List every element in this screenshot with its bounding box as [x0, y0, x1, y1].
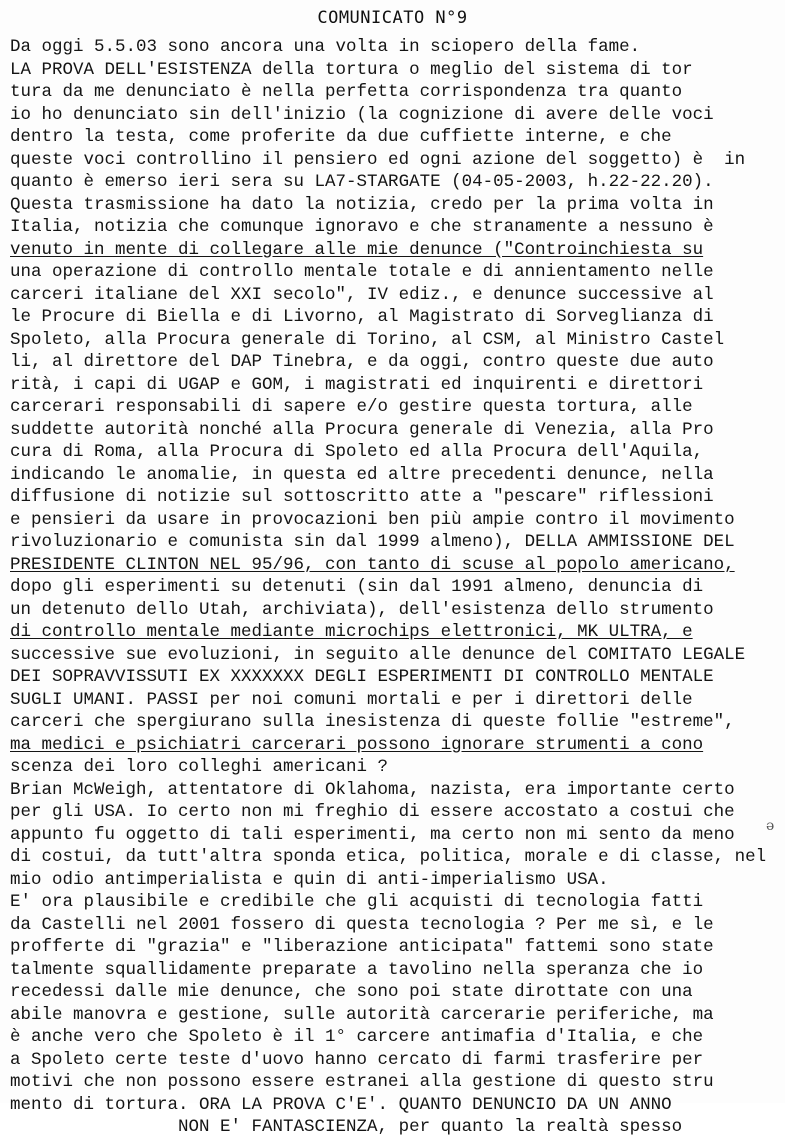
text-line: NON E' FANTASCIENZA, per quanto la realtà spesso — [10, 1117, 683, 1137]
text-line-underlined: di controllo mentale mediante microchips elettronici, MK ULTRA, e — [10, 622, 693, 642]
text-line: un detenuto dello Utah, archiviata), dell'esistenza dello strumento — [10, 599, 714, 620]
text-line: Da oggi 5.5.03 sono ancora una volta in sciopero della fame. — [10, 37, 641, 57]
document-title: COMUNICATO N°9 — [317, 8, 468, 28]
text-line-underlined: PRESIDENTE CLINTON NEL 95/96, con tanto di scuse al popolo americano, — [10, 554, 735, 575]
text-line: è anche vero che Spoleto è il 1° carcere antimafia d'Italia, e che — [10, 1027, 704, 1047]
text-line: DEI SOPRAVVISSUTI EX XXXXXXX DEGLI ESPERIMENTI DI CONTROLLO MENTALE — [10, 667, 714, 687]
text-line: Spoleto, alla Procura generale di Torino, al CSM, al Ministro Castel — [10, 329, 725, 350]
text-line: mento di tortura. ORA LA PROVA C'E'. QUANTO DENUNCIO DA UN ANNO — [10, 1094, 672, 1115]
text-line: SUGLI UMANI. PASSI per noi comuni mortali e per i direttori delle — [10, 689, 693, 710]
text-line: Questa trasmissione ha dato la notizia, credo per la prima volta in — [10, 194, 714, 215]
text-line: Brian McWeigh, attentatore di Oklahoma, nazista, era importante certo — [10, 779, 735, 800]
text-line: carceri italiane del XXI secolo", IV ediz., e denunce successive al — [10, 284, 714, 305]
text-line: a Spoleto certe teste d'uovo hanno cercato di farmi trasferire per — [10, 1049, 704, 1070]
text-line: motivi che non possono essere estranei alla gestione di questo stru — [10, 1072, 714, 1092]
text-line: rità, i capi di UGAP e GOM, i magistrati ed inquirenti e direttori — [10, 374, 704, 395]
document-body — [10, 36, 780, 1139]
text-line: LA PROVA DELL'ESISTENZA della tortura o meglio del sistema di tor — [10, 59, 693, 80]
text-line: suddette autorità nonché alla Procura generale di Venezia, alla Pro — [10, 419, 714, 440]
text-line: appunto fu oggetto di tali esperimenti, ma certo non mi sento da meno — [10, 824, 735, 845]
text-line: E' ora plausibile e credibile che gli acquisti di tecnologia fatti — [10, 892, 704, 912]
text-line: talmente squallidamente preparate a tavolino nella speranza che io — [10, 959, 704, 980]
text-line: di costui, da tutt'altra sponda etica, politica, morale e di classe, nel — [10, 847, 767, 867]
text-line: li, al direttore del DAP Tinebra, e da oggi, contro queste due auto — [10, 352, 714, 372]
text-line: scenza dei loro colleghi americani ? — [10, 757, 389, 777]
text-line-underlined: ma medici e psichiatri carcerari possono ignorare strumenti a cono — [10, 734, 704, 755]
text-line: una operazione di controllo mentale totale e di annientamento nelle — [10, 262, 714, 282]
text-line: carcerari responsabili di sapere e/o gestire questa tortura, alle — [10, 397, 693, 417]
text-line: per gli USA. Io certo non mi freghio di essere accostato a costui che — [10, 802, 735, 822]
text-line: mio odio antimperialista e quin di anti-imperialismo USA. — [10, 869, 609, 890]
text-line: le Procure di Biella e di Livorno, al Magistrato di Sorveglianza di — [10, 307, 714, 327]
margin-pen-mark-icon: ǝ — [766, 818, 775, 834]
text-line: diffusione di notizie sul sottoscritto atte a "pescare" riflessioni — [10, 487, 714, 507]
text-line: e pensieri da usare in provocazioni ben più ampie contro il movimento — [10, 509, 735, 530]
text-line: profferte di "grazia" e "liberazione anticipata" fattemi sono state — [10, 937, 714, 957]
text-line: indicando le anomalie, in questa ed altre precedenti denunce, nella — [10, 464, 714, 485]
text-line: Italia, notizia che comunque ignoravo e che stranamente a nessuno è — [10, 217, 714, 237]
text-line: abile manovra e gestione, sulle autorità carcerarie periferiche, ma — [10, 1004, 714, 1025]
text-line: dentro la testa, come proferite da due cuffiette interne, e che — [10, 127, 672, 147]
text-line: recedessi dalle mie denunce, che sono poi state dirottate con una — [10, 982, 693, 1002]
text-line: io ho denunciato sin dell'inizio (la cognizione di avere delle voci — [10, 104, 714, 125]
text-line: rivoluzionario e comunista sin dal 1999 almeno), DELLA AMMISSIONE DEL — [10, 532, 735, 552]
text-line: tura da me denunciato è nella perfetta corrispondenza tra quanto — [10, 82, 683, 102]
text-line: quanto è emerso ieri sera su LA7-STARGATE (04-05-2003, h.22-22.20). — [10, 172, 714, 192]
text-line-underlined: venuto in mente di collegare alle mie denunce ("Controinchiesta su — [10, 239, 704, 260]
text-line: queste voci controllino il pensiero ed ogni azione del soggetto) è in — [10, 149, 746, 170]
text-line: dopo gli esperimenti su detenuti (sin dal 1991 almeno, denuncia di — [10, 577, 704, 597]
text-line: successive sue evoluzioni, in seguito alle denunce del COMITATO LEGALE — [10, 644, 746, 665]
text-line: carceri che spergiurano sulla inesistenza di queste follie "estreme", — [10, 712, 735, 732]
text-line: da Castelli nel 2001 fossero di questa tecnologia ? Per me sì, e le — [10, 914, 714, 935]
text-line: cura di Roma, alla Procura di Spoleto ed alla Procura dell'Aquila, — [10, 442, 704, 462]
